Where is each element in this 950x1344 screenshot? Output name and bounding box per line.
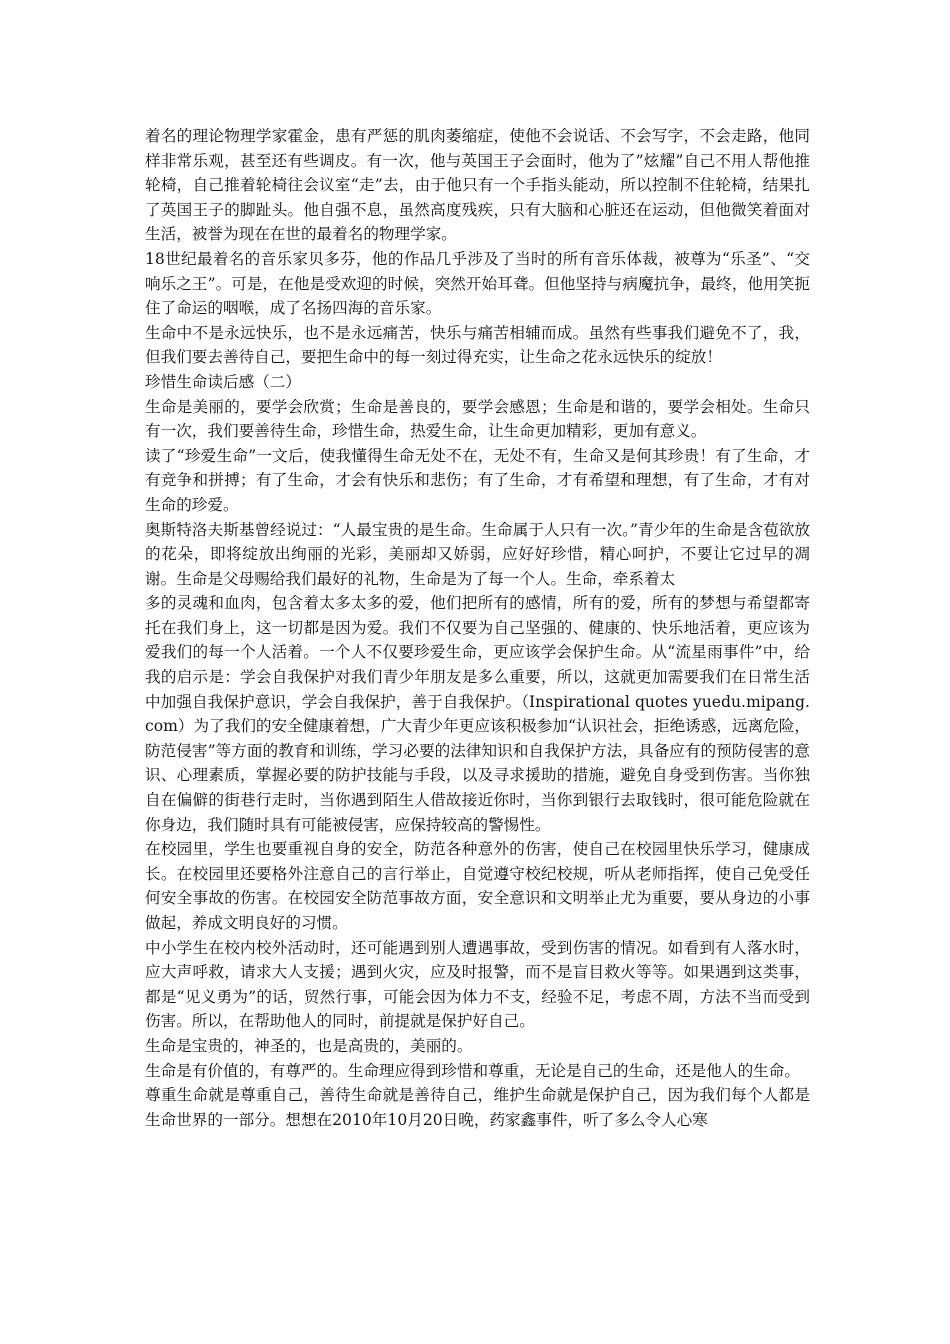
paragraph-self-protection: 多的灵魂和血肉，包含着太多太多的爱，他们把所有的感情，所有的爱，所有的梦想与希望都寄托在我们身上，这一切都是因为爱。我们不仅要为自己坚强的、健康的、快乐地活着，更应该为爱我们的每一个人活着。一个人不仅要珍爱生命，更应该学会保护生命。从“流星雨事件”中，给我的启示是：学会自我保护对我们青少年朋友是多么重要，所以，这就更加需要我们在日常生活中加强自我保护意识，学会自我保护，善于自我保护。（Inspirational quotes yuedu.mipang.com）为了我们的安全健康着想，广大青少年更应该积极参加“认识社会，拒绝诱惑，远离危险，防范侵害”等方面的教育和训练，学习必要的法律知识和自我保护方法，具备应有的预防侵害的意识、心理素质，掌握必要的防护技能与手段，以及寻求援助的措施，避免自身受到伤害。当你独自在偏僻的街巷行走时，当你遇到陌生人借故接近你时，当你到银行去取钱时，很可能危险就在你身边，我们随时具有可能被侵害，应保持较高的警惕性。 — [145, 594, 810, 834]
paragraph-hawking: 着名的理论物理学家霍金，患有严惩的肌肉萎缩症，使他不会说话、不会写字，不会走路，他同样非常乐观，甚至还有些调皮。有一次，他与英国王子会面时，他为了”炫耀”自己不用人帮他推轮椅，自己推着轮椅往会议室“走”去，由于他只有一个手指头能动，所以控制不住轮椅，结果扎了英国王子的脚趾头。他自强不息，虽然高度残疾，只有大脑和心脏还在运动，但他微笑着面对生活，被誉为现在在世的最着名的物理学家。 — [145, 127, 810, 244]
paragraph-beethoven: 18世纪最着名的音乐家贝多芬，他的作品几乎涉及了当时的所有音乐体裁，被尊为“乐圣”、“交响乐之王”。可是，在他是受欢迎的时候，突然开始耳聋。但他坚持与病魔抗争，最终，他用笑扼住了命运的咽喉，成了名扬四海的音乐家。 — [145, 249, 810, 318]
document-body — [145, 124, 810, 1132]
paragraph-ostrovsky: 奥斯特洛夫斯基曾经说过：“人最宝贵的是生命。生命属于人只有一次。”青少年的生命是含苞欲放的花朵，即将绽放出绚丽的光彩，美丽却又娇弱，应好好珍惜，精心呵护，不要让它过早的凋谢。生命是父母赐给我们最好的礼物，生命是为了每一个人。生命，牵系着太 — [145, 520, 810, 588]
paragraph-helping-others: 中小学生在校内校外活动时，还可能遇到别人遭遇事故，受到伤害的情况。如看到有人落水时，应大声呼救，请求大人支援；遇到火灾，应及时报警，而不是盲目救火等等。如果遇到这类事，都是“见义勇为”的话，贸然行事，可能会因为体力不支，经验不足，考虑不周，方法不当而受到伤害。所以，在帮助他人的同时，前提就是保护好自己。 — [145, 938, 810, 1031]
paragraph-life-precious: 生命是宝贵的，神圣的，也是高贵的，美丽的。 — [145, 1036, 473, 1055]
paragraph-after-reading: 读了“珍爱生命”一文后，使我懂得生命无处不在，无处不有，生命又是何其珍贵！有了生命，才有竞争和拼搏；有了生命，才会有快乐和悲伤；有了生命，才有希望和理想，有了生命，才有对生命的珍爱。 — [145, 446, 810, 514]
paragraph-respect-life: 尊重生命就是尊重自己，善待生命就是善待自己，维护生命就是保护自己，因为我们每个人都是生命世界的一部分。想想在2010年10月20日晚，药家鑫事件，听了多么令人心寒 — [145, 1086, 810, 1129]
paragraph-campus-safety: 在校园里，学生也要重视自身的安全，防范各种意外的伤害，使自己在校园里快乐学习，健康成长。在校园里还要格外注意自己的言行举止，自觉遵守校纪校规，听从老师指挥，使自己免受任何安全事故的伤害。在校园安全防范事故方面，安全意识和文明举止尤为重要，要从身边的小事做起，养成文明良好的习惯。 — [145, 840, 810, 932]
paragraph-happiness-pain: 生命中不是永远快乐，也不是永远痛苦，快乐与痛苦相辅而成。虽然有些事我们避免不了，我，但我们要去善待自己，要把生命中的每一刻过得充实，让生命之花永远快乐的绽放！ — [145, 323, 810, 367]
paragraph-life-valuable: 生命是有价值的，有尊严的。生命理应得到珍惜和尊重，无论是自己的生命，还是他人的生命。 — [145, 1061, 800, 1080]
paragraph-life-beautiful: 生命是美丽的，要学会欣赏；生命是善良的，要学会感恩；生命是和谐的，要学会相处。生命只有一次，我们要善待生命，珍惜生命，热爱生命，让生命更加精彩，更加有意义。 — [145, 397, 810, 441]
section-heading: 珍惜生命读后感（二） — [145, 372, 301, 391]
